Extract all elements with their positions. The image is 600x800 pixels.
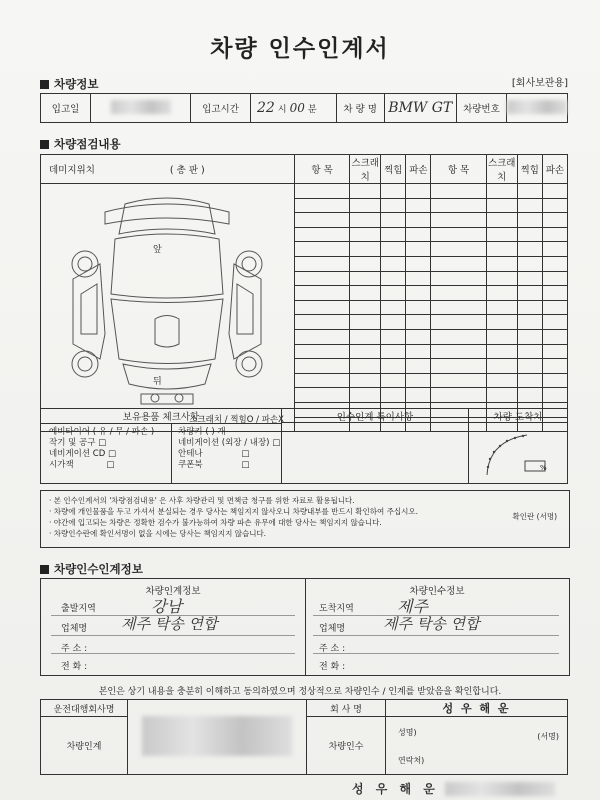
notice-line: · 차량에 개인물품을 두고 가셔서 분실되는 경우 당사는 책임지지 않사오니 차량내부를 반드시 확인하여 주십시오. [49, 507, 419, 516]
diagram-rear-label: 뒤 [153, 377, 162, 387]
document-title: 차량 인수인계서 [210, 36, 390, 62]
address-label-left: 주 소 : [61, 644, 88, 654]
handover-info-box [40, 578, 570, 676]
receipt-sign-cell[interactable] [386, 717, 568, 775]
arrival-label: 도착지역 [319, 604, 354, 614]
checkbox-icon[interactable]: □ [98, 438, 107, 448]
diagram-front-label: 앞 [153, 245, 162, 255]
checkbox-icon[interactable]: □ [241, 449, 250, 459]
square-bullet-icon [40, 80, 49, 89]
address-label-right: 주 소 : [319, 644, 346, 654]
car-name-label: 차 량 명 [336, 94, 384, 123]
driver-company-value [128, 700, 307, 775]
col-scratch-2: 스크래치 [486, 155, 517, 184]
name-label: 성명) [398, 728, 417, 737]
notice-line: · 야간에 입고되는 차량은 정확한 검수가 불가능하여 차량 파손 유무에 대한 당사는 책임지지 않습니다. [49, 518, 382, 527]
col-item-1: 항 목 [294, 155, 349, 184]
signature-table [40, 699, 568, 775]
square-bullet-icon [40, 140, 49, 149]
notice-box [40, 490, 570, 548]
accessories-right: 차량키 ( ) 개 네비게이션 (외장 / 내장) □ 안테나 □ 쿠폰북 □ [172, 424, 282, 484]
section-handover: 차량인수인계정보 [40, 561, 143, 577]
arrival-value: 제주 [397, 597, 428, 616]
phone-label-right: 전 화 : [319, 662, 346, 672]
notice-line: · 차량인수란에 확인서명이 없을 시에는 당사는 책임지지 않습니다. [49, 529, 267, 538]
contact-label: 연락처) [398, 756, 425, 765]
company-use-label: [회사보관용] [511, 78, 568, 89]
confirm-sign-label: 확인란 (서명) [512, 512, 557, 521]
delivery-label: 차량인계 [41, 717, 128, 775]
company-name-label: 회 사 명 [307, 700, 386, 717]
vehicle-info-table [40, 93, 568, 123]
entry-time-label: 입고시간 [191, 94, 251, 123]
col-dent-1: 찍힘 [381, 155, 406, 184]
notice-line: · 본 인수인계서의 '차량점검내용' 은 사후 차량관리 및 면책금 청구를 위한 자료로 활용됩니다. [49, 496, 355, 505]
phone-label-left: 전 화 : [61, 662, 88, 672]
redacted-area [111, 100, 171, 114]
car-diagram-icon [45, 184, 289, 412]
receipt-info [305, 579, 569, 675]
fuel-unit: % [540, 464, 547, 472]
entry-date-label: 입고일 [41, 94, 91, 123]
departure-label: 출발지역 [61, 604, 96, 614]
company-value-left: 제주 탁송 연합 [121, 615, 218, 633]
damage-position-header: 데미지위치 ( 총 판 ) [41, 155, 295, 184]
redacted-area [507, 100, 567, 114]
receipt-header: 차량인수정보 [409, 586, 465, 597]
footer-partial-text: 성 우 해 운 [352, 782, 439, 796]
col-dent-2: 찍힘 [517, 155, 542, 184]
accessories-table [40, 408, 568, 484]
damage-legend: 스크래치 / 찍힘O / 파손X [189, 415, 284, 426]
redacted-area [445, 782, 555, 796]
company-label-left: 업체명 [61, 624, 88, 634]
company-value-right: 제주 탁송 연합 [383, 615, 480, 633]
col-damage-2: 파손 [542, 155, 567, 184]
delivery-header: 차량인계정보 [145, 586, 201, 597]
checkbox-icon[interactable]: □ [106, 460, 115, 470]
col-item-2: 항 목 [431, 155, 486, 184]
section-inspection: 차량점검내용 [40, 136, 121, 152]
fuel-gauge-icon [469, 423, 567, 479]
col-scratch-1: 스크래치 [350, 155, 381, 184]
checkbox-icon[interactable]: □ [241, 460, 250, 470]
car-number-label: 차량번호 [456, 94, 506, 123]
car-diagram-cell [41, 184, 295, 432]
square-bullet-icon [40, 565, 49, 574]
redacted-area [142, 716, 292, 756]
entry-date-value [91, 94, 191, 123]
delivery-info [41, 579, 306, 675]
checkbox-icon[interactable]: □ [107, 449, 116, 459]
confirm-statement: 본인은 상기 내용을 충분히 이해하고 동의하였으며 정상적으로 차량인수 / 인계를 받았음을 확인합니다. [98, 687, 502, 697]
driver-company-label: 운전대행회사명 [41, 700, 128, 717]
sign-label: (서명) [537, 732, 559, 741]
handover-notes-cell [282, 409, 469, 484]
entry-time-value: 22 시 00 분 [250, 94, 336, 123]
company-label-right: 업체명 [319, 624, 346, 634]
car-number-value [507, 94, 568, 123]
accessories-left: 예비타이어 ( 유 / 무 / 파손 ) 작기 및 공구 □ 네비게이션 CD □ 시가잭 □ [41, 424, 172, 484]
checkbox-icon[interactable]: □ [272, 438, 281, 448]
handover-notes-header: 인수인계 특이사항 [282, 409, 468, 423]
fuel-header: 차량 도착치 [469, 409, 567, 423]
accessories-header: 보유용품 체크사항 [41, 409, 282, 424]
car-name-value: BMW GT [384, 94, 456, 123]
receipt-label: 차량인수 [307, 717, 386, 775]
fuel-cell [469, 409, 568, 484]
col-damage-1: 파손 [406, 155, 431, 184]
section-vehicle-info: 차량정보 [40, 76, 98, 92]
company-name-value: 성 우 해 운 [386, 700, 568, 717]
inspection-table [40, 154, 568, 432]
departure-value: 강남 [151, 597, 182, 616]
